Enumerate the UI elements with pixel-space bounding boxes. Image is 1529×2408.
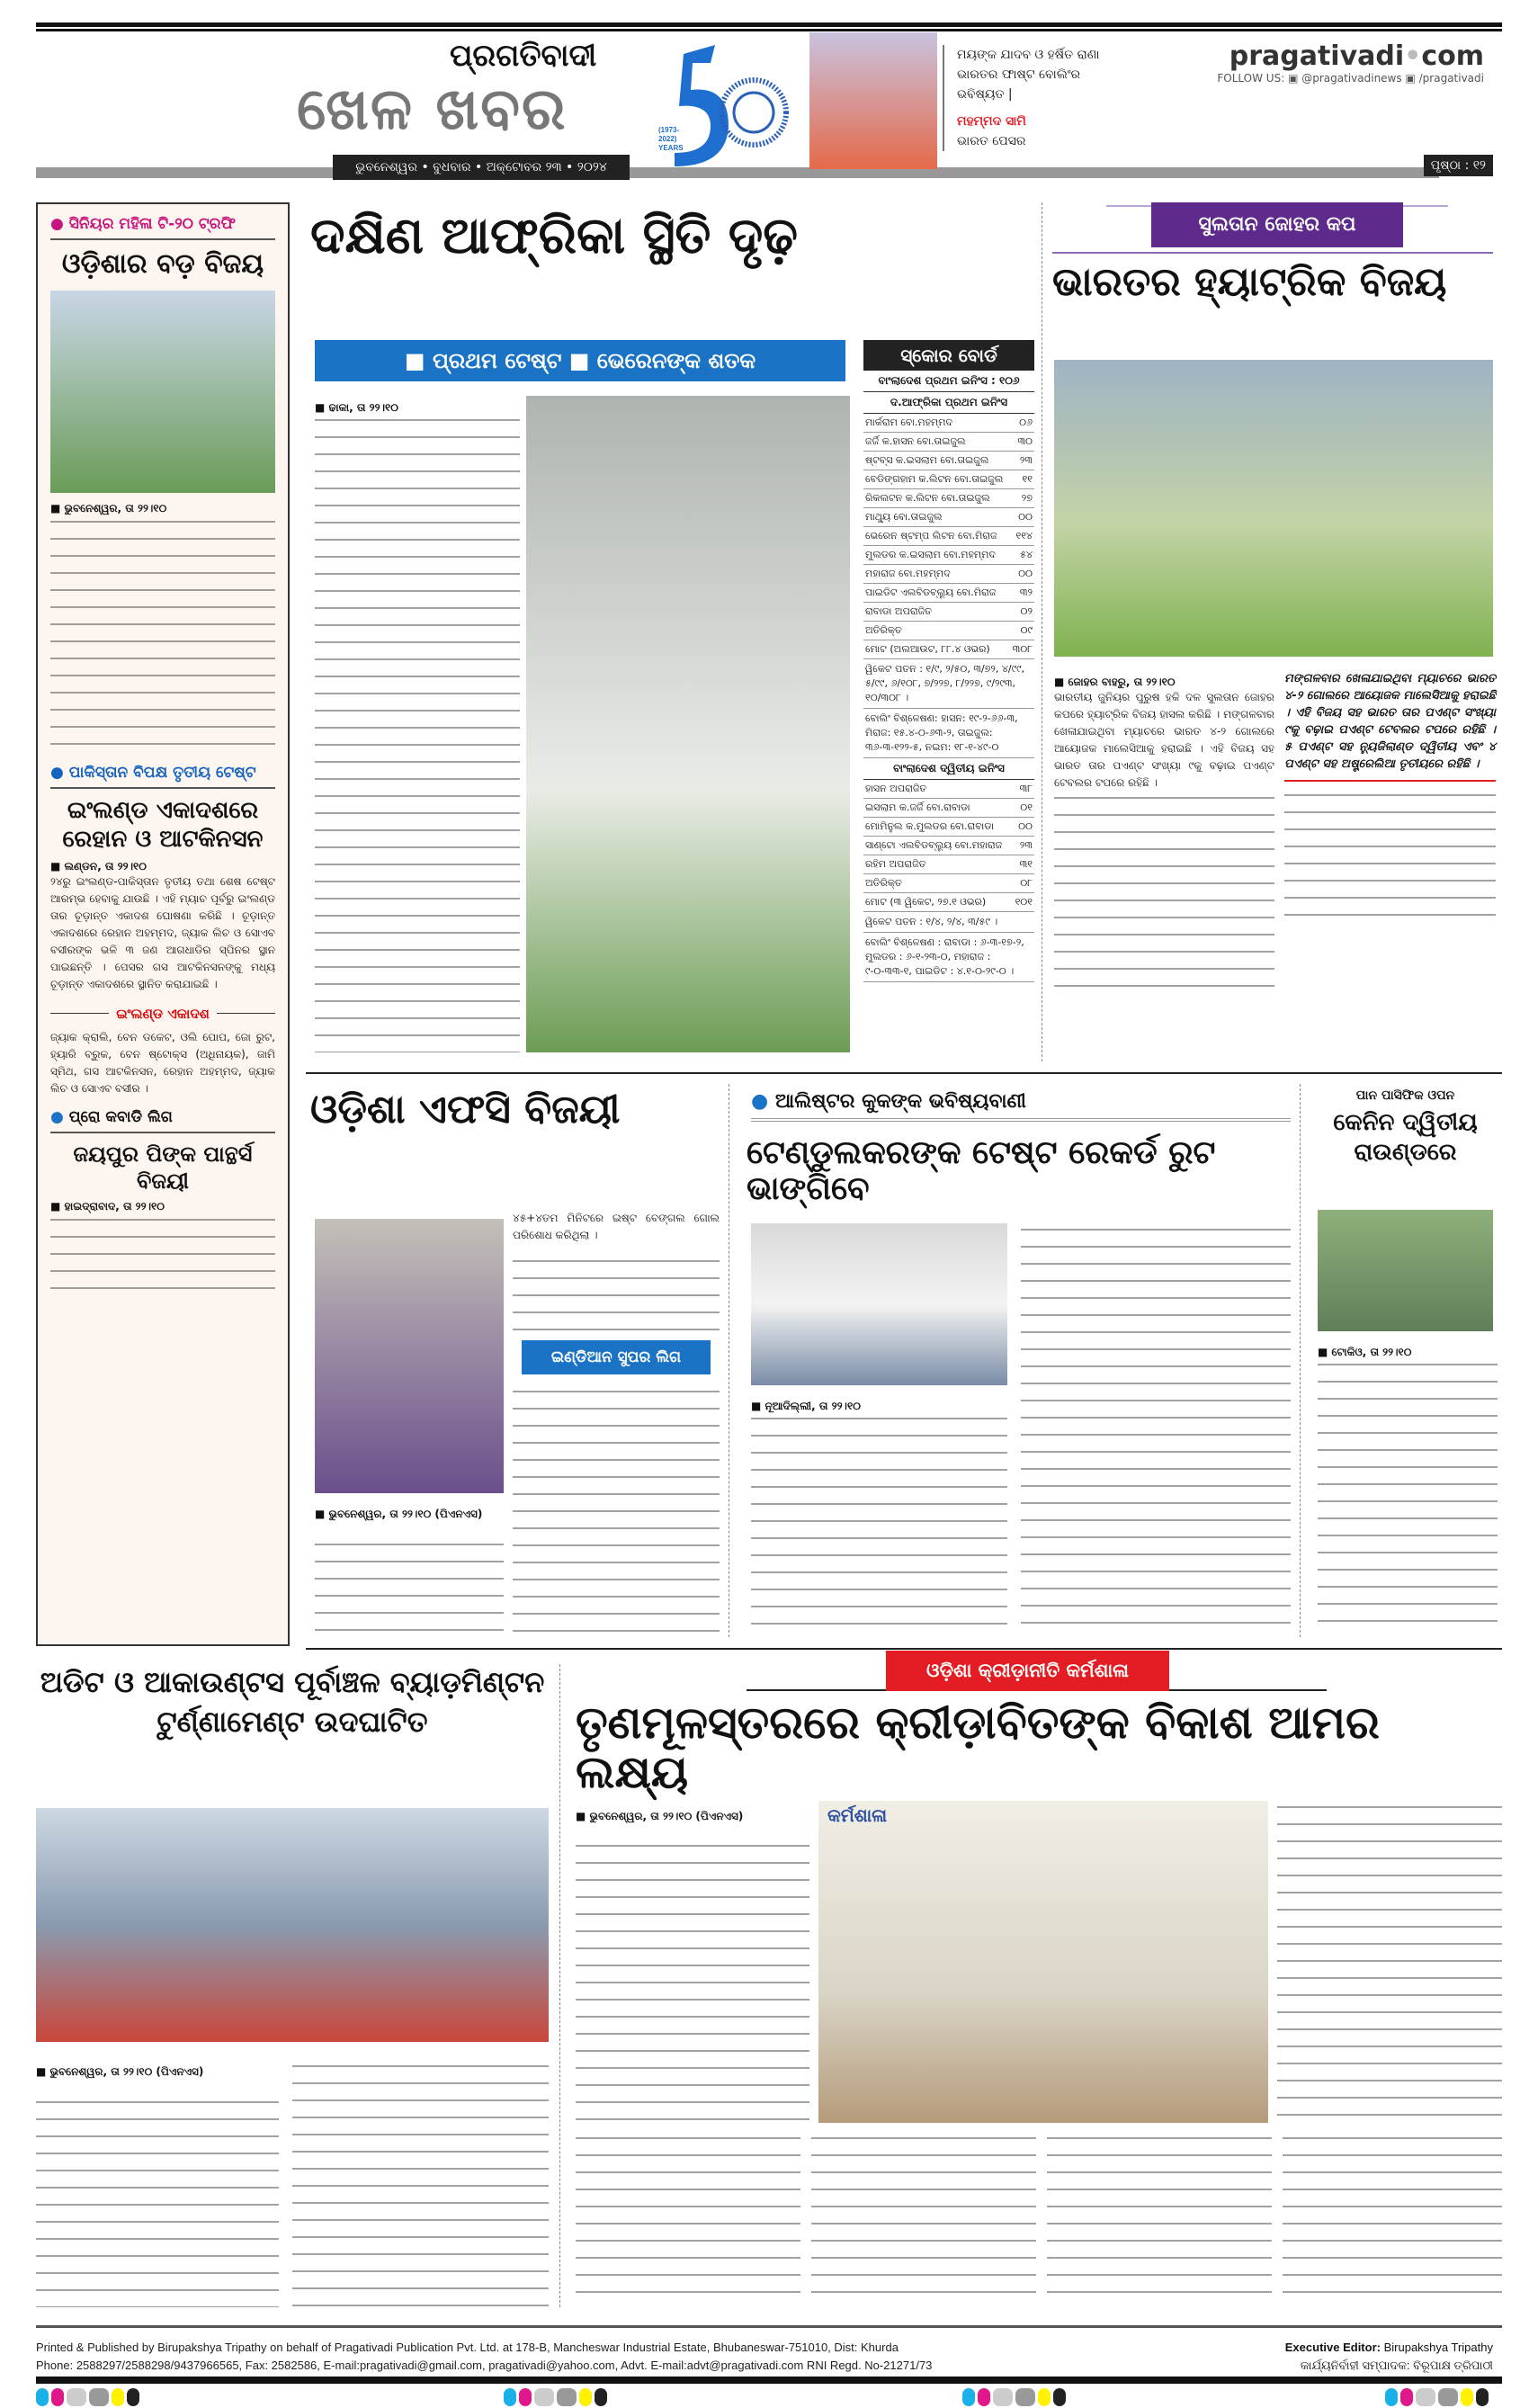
quote-author: ମହମ୍ମଦ ସାମି xyxy=(957,114,1026,129)
article-body xyxy=(1277,1801,1502,2123)
headline: ଅଡିଟ ଓ ଆକାଉଣ୍ଟସ ପୂର୍ବାଞ୍ଚଳ ବ୍ୟାଡ଼ମିଣ୍ଟନ ଟୁର୍ଣ୍ଣାମେଣ୍ଟ ଉଦଘାଟିତ xyxy=(40,1665,545,1739)
anniversary-logo xyxy=(657,36,791,171)
cricketer-photo xyxy=(50,291,275,493)
batter-runs: ୫୪ xyxy=(1020,549,1033,560)
editor-name: Birupakshya Tripathy xyxy=(1383,2341,1493,2354)
divider xyxy=(1284,780,1496,782)
player-photo xyxy=(809,32,937,169)
batter-row xyxy=(863,489,1034,508)
innings-title: ଦ.ଆଫ୍ରିକା ପ୍ରଥମ ଇନିଂସ xyxy=(863,392,1034,414)
batter-name: ମୋମିନୁଲ କ.ମୁଲଡର ବୋ.ରାବାଡା xyxy=(865,820,994,832)
registration-marks xyxy=(1385,2388,1489,2406)
dateline: ■ ଭୁବନେଶ୍ୱର, ତା ୨୨।୧୦ xyxy=(50,501,167,515)
batter-runs: ୦୦ xyxy=(1018,511,1033,523)
article-body xyxy=(50,1213,275,1299)
section-label: ସୁଲତାନ ଜୋହର କପ xyxy=(1151,202,1403,247)
batter-row xyxy=(863,527,1034,546)
divider xyxy=(306,1648,1502,1650)
follow-label: FOLLOW US: xyxy=(1217,72,1285,85)
batter-row xyxy=(863,414,1034,433)
headline: ତୃଣମୂଳସ୍ତରରେ କ୍ରୀଡ଼ାବିତଙ୍କ ବିକାଶ ଆମର ଲକ୍ଷ୍ୟ xyxy=(576,1696,1380,1798)
headline: ଓଡ଼ିଶା ଏଫସି ବିଜୟୀ xyxy=(310,1087,621,1132)
bottom-rule xyxy=(36,2377,1502,2384)
cricket-celebration-photo xyxy=(526,396,850,1052)
lead-headline: ଦକ୍ଷିଣ ଆଫ୍ରିକା ସ୍ଥିତି ଦୃଢ଼ xyxy=(310,207,799,265)
batter-name: ମହାରାଜ ବୋ.ମହମ୍ମଦ xyxy=(865,568,951,579)
quote-text: ମୟଙ୍କ ଯାଦବ ଓ ହର୍ଷିତ ରାଣା ଭାରତର ଫାଷ୍ଟ ବୋଲିଂର ଭବିଷ୍ୟତ | xyxy=(957,48,1100,102)
batter-runs: ୨୩ xyxy=(1019,839,1033,851)
article-body xyxy=(1284,789,1496,924)
quote-teaser xyxy=(943,45,1122,151)
batter-runs: ୩୮ xyxy=(1019,783,1033,794)
section-label: ଓଡ଼ିଶା କ୍ରୀଡ଼ାନୀତି କର୍ମଶାଳା xyxy=(886,1651,1169,1691)
twitter-icon: ▣ xyxy=(1288,72,1299,85)
batter-row xyxy=(863,584,1034,603)
dateline: ■ ଭୁବନେଶ୍ୱର, ତା ୨୨।୧୦ (ପିଏନଏସ) xyxy=(36,2065,204,2078)
batter-runs: ୦୧ xyxy=(1020,801,1033,813)
article-body: ୪୫+୪ତମ ମିନିଟରେ ଇଷ୍ଟ ବେଙ୍ଗଲ ଗୋଲ ପରିଶୋଧ କରିଥିଲା । xyxy=(513,1212,720,1241)
batter-row xyxy=(863,603,1034,622)
batter-name: ମାର୍କରାମ ବୋ.ମହମ୍ମଦ xyxy=(865,416,953,428)
batter-runs: ୦୬ xyxy=(1019,416,1033,428)
scorecard xyxy=(863,340,1034,982)
kicker: ● ପ୍ରୋ କବାଡି ଲିଗ xyxy=(50,1108,275,1133)
kicker-text: ପାକିସ୍ତାନ ବିପକ୍ଷ ତୃତୀୟ ଟେଷ୍ଟ xyxy=(68,763,256,782)
social-links xyxy=(1217,72,1484,85)
batter-name: ମାଥ୍ୟୁ ବୋ.ତାଇଜୁଲ xyxy=(865,511,943,523)
batter-name: ରାବାଡା ଅପରାଜିତ xyxy=(865,605,933,617)
article-body xyxy=(315,1538,504,1637)
cricketers-photo xyxy=(751,1223,1007,1385)
batter-name: ଜର୍ଜି କ.ହାସନ ବୋ.ତାଇଜୁଲ xyxy=(865,435,966,447)
batter-row xyxy=(863,433,1034,452)
imprint xyxy=(36,2339,1097,2375)
batter-name: ମୋଟ (ଅଲଆଉଟ, ୮୮.୪ ଓଭର) xyxy=(865,643,990,655)
article-body xyxy=(1318,1358,1498,1637)
editor-credit xyxy=(1133,2339,1493,2375)
kicker-text: ଆଲିଷ୍ଟର କୁକଙ୍କ ଭବିଷ୍ୟବାଣୀ xyxy=(774,1090,1026,1113)
registration-marks xyxy=(36,2388,139,2406)
batter-runs: ୦୯ xyxy=(1020,624,1033,636)
article-body xyxy=(50,515,275,755)
batter-row xyxy=(863,799,1034,818)
top-rule xyxy=(36,22,1502,31)
kicker: ପାନ ପାସିଫିକ ଓପନ xyxy=(1355,1088,1455,1103)
subhead-text: ଇଂଲଣ୍ଡ ଏକାଦଶ xyxy=(116,1005,210,1022)
article-body xyxy=(576,1840,809,2123)
article-body xyxy=(315,414,520,1052)
divider xyxy=(36,2325,1502,2328)
batter-runs: ୦୦ xyxy=(1018,568,1033,579)
kicker: ● ପାକିସ୍ତାନ ବିପକ୍ଷ ତୃତୀୟ ଟେଷ୍ଟ xyxy=(50,764,275,789)
imprint-line: Printed & Published by Birupakshya Tripathy on behalf of Pragativadi Publication Pvt. Ltd. at 178-B, Mancheswar Industrial Estate, Bhubaneswar-751010, Dist: Khurda xyxy=(36,2341,899,2354)
batter-row xyxy=(863,780,1034,799)
website-link[interactable]: pragativadi•com xyxy=(1229,40,1484,72)
batter-row xyxy=(863,470,1034,489)
kicker: ● ଆଲିଷ୍ଟର କୁକଙ୍କ ଭବିଷ୍ୟବାଣୀ xyxy=(751,1090,1291,1122)
headline: ଓଡ଼ିଶାର ବଡ଼ ବିଜୟ xyxy=(61,248,264,280)
left-column xyxy=(36,202,290,1646)
article-body-cont xyxy=(513,1255,720,1336)
batter-row xyxy=(863,640,1034,659)
lead-strap: ■ ପ୍ରଥମ ଟେଷ୍ଟ ■ ଭେରେନଙ୍କ ଶତକ xyxy=(315,340,845,381)
brand-name: ପ୍ରଗତିବାଦୀ xyxy=(450,38,597,74)
batter-name: ସାଣ୍ଟୋ ଏଲବିଡବ୍ଲ୍ୟୁ ବୋ.ମହାରାଜ xyxy=(865,839,1003,851)
batter-row xyxy=(863,855,1034,874)
fall-of-wickets: ୱିକେଟ ପତନ : ୧/୯, ୨/୫୦, ୩/୭୨, ୪/୯୯, ୫/୯୯, ୬/୧୦୮, ୭/୨୨୭, ୮/୨୨୭, ୯/୨୯୩, ୧୦/୩୦୮ । xyxy=(863,659,1034,709)
batter-runs: ୧୧ xyxy=(1022,473,1033,485)
batter-runs: ୧୧୪ xyxy=(1015,530,1033,542)
batter-name: ବେଡିଙ୍ଗହାମ କ.ଲିଟନ ବୋ.ତାଇଜୁଲ xyxy=(865,473,1004,485)
batter-runs: ୦୦ xyxy=(1018,820,1033,832)
facebook-handle[interactable]: /pragativadi xyxy=(1418,72,1484,85)
article-body: ୨୪ରୁ ଇଂଲଣ୍ଡ-ପାକିସ୍ତାନ ତୃତୀୟ ତଥା ଶେଷ ଟେଷ୍ଟ ଆରମ୍ଭ ହେବାକୁ ଯାଉଛି । ଏହି ମ୍ୟାଚ ପୂର୍ବରୁ ଇଂଲଣ୍ଡ ତାର ଚୂଡ଼ାନ୍ତ ଏକାଦଶ ଘୋଷଣା କରିଛି । ଚୂଡ଼ାନ୍ତ ଏକାଦଶରେ ରେହାନ ଅହମ୍ମଦ, ଜ୍ୟାକ ଲିଚ ଓ ସୋଏବ ବସୀରଙ୍କ ଭଳି ୩ ଜଣ ଆଗଧାଡିର ସ୍ପିନର ସ୍ଥାନ ପାଇଛନ୍ତି । ପେସର ଗସ ଆଟକିନସନଙ୍କୁ ମଧ୍ୟ ଚୂଡ଼ାନ୍ତ ଏକାଦଶରେ ସ୍ଥାନିତ କରାଯାଇଛି । xyxy=(50,874,275,990)
facebook-icon: ▣ xyxy=(1405,72,1416,85)
batter-row xyxy=(863,565,1034,584)
headline: ଇଂଲଣ୍ଡ ଏକାଦଶରେ ରେହାନ ଓ ଆଟକିନସନ xyxy=(62,796,264,853)
editor-label: Executive Editor: xyxy=(1284,2341,1381,2354)
quote-role: ଭାରତ ପେସର xyxy=(957,134,1026,148)
divider xyxy=(306,1072,1502,1074)
batter-name: ରିକଲଟନ କ.ଲିଟନ ବୋ.ତାଇଜୁଲ xyxy=(865,492,990,504)
column-divider xyxy=(559,1664,560,2307)
article-body xyxy=(292,2060,549,2307)
article-body xyxy=(513,1385,720,1637)
batter-row xyxy=(863,874,1034,893)
imprint-line: Phone: 2588297/2588298/9437966565, Fax: 2582586, E-mail:pragativadi@gmail.com, pragativadi@yahoo.com, Advt. E-mail:advt@pragativadi.com RNI Regd. No-21271/73 xyxy=(36,2359,933,2372)
article-body: ଭାରତୀୟ ଜୁନିୟର ପୁରୁଷ ହକି ଦଳ ସୁଲତାନ ଜୋହର କପରେ ହ୍ୟାଟ୍ରିକ ବିଜୟ ହାସଲ କରିଛି । ମଙ୍ଗଳବାର ଖେଳାଯାଇଥିବା ମ୍ୟାଚରେ ଭାରତ ୪-୨ ଗୋଲରେ ଆୟୋଜକ ମାଲେସିଆକୁ ହରାଇଛି । ଏହି ବିଜୟ ସହ ଭାରତ ତାର ପଏଣ୍ଟ ସଂଖ୍ୟା ୯କୁ ବଢ଼ାଇ ପଏଣ୍ଟ ଟେବଲର ଟପରେ ରହିଛି । xyxy=(1054,691,1274,789)
article-body-cont xyxy=(1054,792,1274,998)
batter-runs: ୩୨ xyxy=(1019,586,1033,598)
batter-row xyxy=(863,508,1034,527)
event-photo xyxy=(36,1808,549,2042)
innings-summary: ବାଂଲାଦେଶ ପ୍ରଥମ ଇନିଂସ : ୧୦୬ xyxy=(863,371,1034,392)
hockey-photo xyxy=(1054,360,1493,657)
batter-name: ମୁଲଡର କ.ଇସଲାମ ବୋ.ମହମ୍ମଦ xyxy=(865,549,996,560)
dateline: ■ ଭୁବନେଶ୍ୱର, ତା ୨୨।୧୦ (ପିଏନଏସ) xyxy=(576,1810,744,1822)
kicker: ● ସିନିୟର ମହିଳା ଟି-୨୦ ଟ୍ରଫି xyxy=(50,215,275,240)
headline: ଭାରତର ହ୍ୟାଟ୍ରିକ ବିଜୟ xyxy=(1052,259,1447,305)
dateline: ■ ଟୋକିଓ, ତା ୨୨।୧୦ xyxy=(1318,1346,1412,1358)
batter-name: ହାସନ ଅପରାଜିତ xyxy=(865,783,927,794)
article-body xyxy=(1021,1223,1291,1637)
batter-row xyxy=(863,452,1034,470)
batter-name: ପାଇଡିଟ ଏଲବିଡବ୍ଲ୍ୟୁ ବୋ.ମିରାଜ xyxy=(865,586,997,598)
article-body xyxy=(751,1412,1007,1637)
innings-title: ବାଂଲାଦେଶ ଦ୍ୱିତୀୟ ଇନିଂସ xyxy=(863,758,1034,780)
batter-name: ଭେରେନ ଷ୍ଟମ୍ପ ଲିଟନ ବୋ.ମିରାଜ xyxy=(865,530,997,542)
dateline: ■ ଢାକା, ତା ୨୨।୧୦ xyxy=(315,401,398,414)
batter-row xyxy=(863,893,1034,912)
column-divider xyxy=(1300,1084,1301,1637)
batter-runs: ୨୩ xyxy=(1019,454,1033,466)
batter-name: ଅତିରିକ୍ତ xyxy=(865,877,902,889)
twitter-handle[interactable]: @pragativadinews xyxy=(1301,72,1402,85)
batter-name: ଅତିରିକ୍ତ xyxy=(865,624,902,636)
batter-row xyxy=(863,546,1034,565)
dateline: ■ ନୂଆଦିଲ୍ଲୀ, ତା ୨୨।୧୦ xyxy=(751,1400,861,1412)
batter-runs: ୦୨ xyxy=(1020,605,1033,617)
batter-runs: ୦୮ xyxy=(1020,877,1033,889)
kicker-text: ସିନିୟର ମହିଳା ଟି-୨୦ ଟ୍ରଫି xyxy=(68,215,236,233)
felicitation-photo xyxy=(818,1801,1268,2123)
batter-runs: ୩୧ xyxy=(1019,858,1033,870)
subhead xyxy=(50,1006,275,1022)
dateline: ■ ଲଣ୍ଡନ, ତା ୨୨।୧୦ xyxy=(50,859,147,873)
headline: ଟେଣ୍ଡୁଲକରଙ୍କ ଟେଷ୍ଟ ରେକର୍ଡ ରୁଟ ଭାଙ୍ଗିବେ xyxy=(747,1134,1216,1207)
bowling-analysis: ବୋଲିଂ ବିଶ୍ଳେଷଣ : ରାବାଡା : ୬-୩-୧୭-୨, ମୁଲଡର : ୬-୧-୨୩-୦, ମହାରାଜ : ୯-୦-୩୩-୧, ପାଇଡିଟ : ୪.୧-୦-୨୯-୦ । xyxy=(863,933,1034,982)
article-body xyxy=(576,2132,1502,2307)
banner-text: କର୍ମଶାଳା xyxy=(827,1804,888,1826)
team-list: ଜ୍ୟାକ କ୍ରାଲି, ବେନ ଡକେଟ, ଓଲି ପୋପ, ଜୋ ରୁଟ, ହ୍ୟାରି ବ୍ରୁକ, ବେନ ଷ୍ଟୋକ୍ସ (ଅଧିନାୟକ), ଜାମି ସ୍ମିଥ, ଗସ ଆଟକିନସନ, ରେହାନ ଅହମ୍ମଦ, ଜ୍ୟାକ ଲିଚ ଓ ସୋଏବ ବସୀର । xyxy=(50,1030,275,1095)
divider xyxy=(36,167,333,178)
tennis-photo xyxy=(1318,1210,1493,1331)
site-name: pragativadi xyxy=(1229,40,1405,72)
dateline: ■ ଭୁବନେଶ୍ୱର, ତା ୨୨।୧୦ (ପିଏନଏସ) xyxy=(315,1508,483,1520)
editor-odia: କାର୍ଯ୍ୟନିର୍ବାହୀ ସମ୍ପାଦକ: ବିରୂପାକ୍ଷ ତ୍ରିପାଠୀ xyxy=(1300,2359,1493,2372)
anniversary-years: (1973-2022) YEARS xyxy=(658,126,684,152)
batter-runs: ୩୦ xyxy=(1017,435,1033,447)
section-title: ଖେଳ ଖବର xyxy=(297,76,568,143)
edition-date: ଭୁବନେଶ୍ୱର • ବୁଧବାର • ଅକ୍ଟୋବର ୨୩ • ୨୦୨୪ xyxy=(333,155,630,180)
batter-name: ମୋଟ (୩ ୱିକେଟ, ୨୭.୧ ଓଭର) xyxy=(865,896,987,908)
page-number: ପୃଷ୍ଠା : ୧୨ xyxy=(1424,155,1493,176)
batter-runs: ୧୦୧ xyxy=(1015,896,1033,908)
section-label: ଇଣ୍ଡିଆନ ସୁପର ଲିଗ xyxy=(522,1340,711,1374)
article xyxy=(1054,670,1274,998)
dateline: ■ ଜୋହର ବାହରୁ, ତା ୨୨।୧୦ xyxy=(1054,676,1176,688)
dateline: ■ ହାଇଦ୍ରାବାଦ, ତା ୨୨।୧୦ xyxy=(50,1199,165,1213)
hockey-side-column xyxy=(1284,670,1496,924)
footballer-photo xyxy=(315,1219,504,1493)
pull-quote: ମଙ୍ଗଳବାର ଖେଳାଯାଇଥିବା ମ୍ୟାଚରେ ଭାରତ ୪-୨ ଗୋଲରେ ଆୟୋଜକ ମାଲେସିଆକୁ ହରାଇଛି । ଏହି ବିଜୟ ସହ ଭାରତ ତାର ପଏଣ୍ଟ ସଂଖ୍ୟା ୯କୁ ବଢ଼ାଇ ପଏଣ୍ଟ ଟେବଲର ଟପରେ ରହିଛି । ୫ ପଏଣ୍ଟ ସହ ନ୍ୟୁଜିଲାଣ୍ଡ ଦ୍ୱିତୀୟ ଏବଂ ୪ ପଏଣ୍ଟ ସହ ଅଷ୍ଟ୍ରେଲିଆ ତୃତୀୟରେ ରହିଛି । xyxy=(1284,672,1496,771)
batter-name: ଷ୍ଟବ୍ସ କ.ଇସଲାମ ବୋ.ତାଇଜୁଲ xyxy=(865,454,989,466)
kicker-text: ପ୍ରୋ କବାଡି ଲିଗ xyxy=(68,1107,173,1126)
batter-row xyxy=(863,837,1034,855)
site-tld: com xyxy=(1421,40,1484,72)
headline: ଜୟପୁର ପିଙ୍କ ପାନ୍ଥର୍ସ ବିଜୟୀ xyxy=(73,1141,253,1194)
divider xyxy=(1052,252,1493,254)
article-body xyxy=(36,2096,279,2307)
registration-marks xyxy=(504,2388,607,2406)
batter-row xyxy=(863,818,1034,837)
fall-of-wickets: ୱିକେଟ ପତନ : ୧/୪, ୨/୪, ୩/୫୯ । xyxy=(863,912,1034,933)
scorecard-title: ସ୍କୋର ବୋର୍ଡ xyxy=(863,340,1034,371)
batter-row xyxy=(863,622,1034,640)
batter-runs: ୨୭ xyxy=(1021,492,1033,504)
bowling-analysis: ବୋଲିଂ ବିଶ୍ଳେଷଣ: ହାସନ: ୧୯-୨-୬୬-୩, ମିରାଜ: ୧୫.୪-୦-୬୩-୨, ତାଇଜୁଲ: ୩୬-୩-୧୨୨-୫, ନଇମ: ୧୮-୧-୪୯-୦ xyxy=(863,709,1034,758)
headline: କେନିନ ଦ୍ୱିତୀୟ ରାଉଣ୍ଡରେ xyxy=(1333,1109,1478,1166)
batter-runs: ୩୦୮ xyxy=(1012,643,1033,655)
registration-marks xyxy=(962,2388,1066,2406)
batter-name: ରହିମ ଅପରାଜିତ xyxy=(865,858,926,870)
batter-name: ଇସଲାମ କ.ଜର୍ଜି ବୋ.ରାବାଡା xyxy=(865,801,970,813)
